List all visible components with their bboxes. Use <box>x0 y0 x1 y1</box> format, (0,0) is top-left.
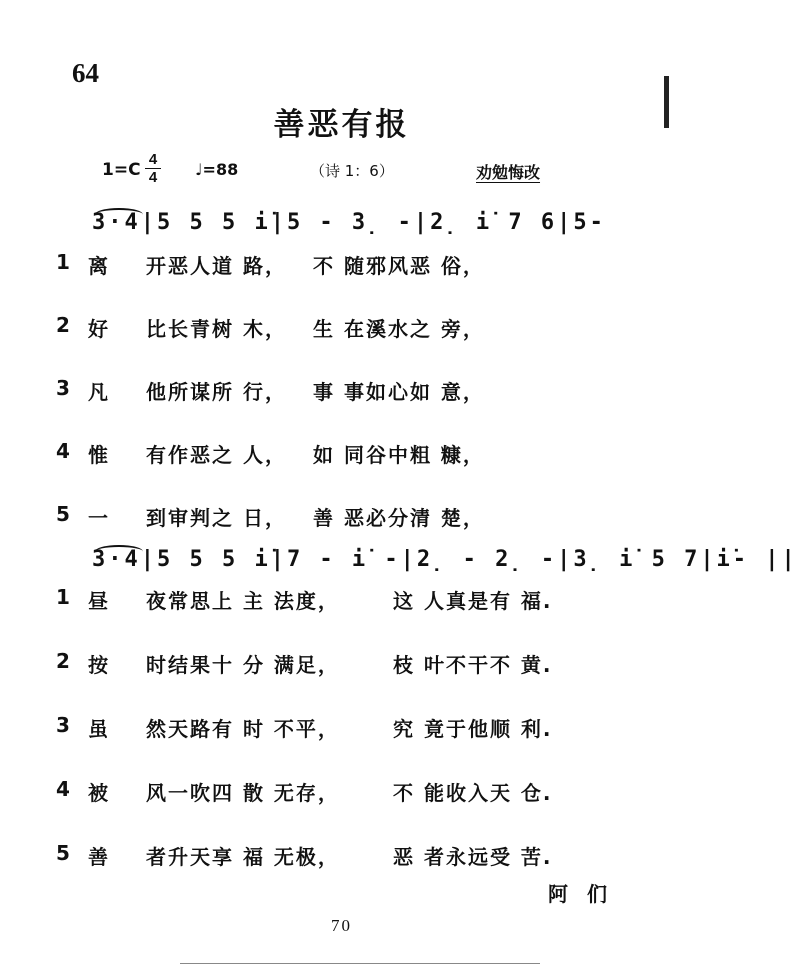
lyric-phrase-a: 开恶人道 路， <box>146 254 287 278</box>
lyric-phrase-a: 然天路有 时 不平， <box>146 717 340 741</box>
verse-number: 3 <box>56 713 72 737</box>
lyric-phrase-a: 时结果十 分 满足， <box>146 653 340 677</box>
page-number: 70 <box>331 916 352 935</box>
lyric-phrase-b: 如 同谷中粗 糠， <box>313 443 485 467</box>
lyric-first-char: 凡 <box>88 380 110 404</box>
lyric-phrase-a: 有作恶之 人， <box>146 443 287 467</box>
lyric-phrase-b: 不 能收入天 仓. <box>393 781 553 805</box>
hymn-title: 善恶有报 <box>273 107 410 143</box>
lyric-first-char: 昼 <box>88 589 110 613</box>
lyric-phrase-b: 恶 者永远受 苦. <box>393 845 553 869</box>
scripture-reference: （诗 1：6） <box>310 162 394 180</box>
notation-line-1: 3·4|5 5 5 i̇|5 - 3̣ -|2̣ i̇ 7 6|5- <box>92 210 606 235</box>
lyric-phrase-b: 生 在溪水之 旁， <box>313 317 485 341</box>
lyric-phrase-b: 事 事如心如 意， <box>313 380 485 404</box>
time-numerator: 4 <box>148 151 158 168</box>
lyric-phrase-a: 夜常思上 主 法度， <box>146 589 340 613</box>
lyric-first-char: 按 <box>88 653 110 677</box>
lyric-phrase-b: 枝 叶不干不 黄. <box>393 653 553 677</box>
lyric-phrase-b: 善 恶必分清 楚， <box>313 506 485 530</box>
lyric-phrase-b: 这 人真是有 福. <box>393 589 553 613</box>
verse-number: 1 <box>56 585 72 609</box>
lyric-first-char: 善 <box>88 845 110 869</box>
lyric-first-char: 好 <box>88 317 110 341</box>
lyric-phrase-b: 究 竟于他顺 利. <box>393 717 553 741</box>
hymn-category: 劝勉悔改 <box>476 163 541 182</box>
verse-number: 4 <box>56 439 72 463</box>
lyric-phrase-a: 到审判之 日， <box>146 506 287 530</box>
tempo-marking: ♩=88 <box>195 160 239 179</box>
lyric-first-char: 惟 <box>88 443 110 467</box>
verse-number: 3 <box>56 376 72 400</box>
lyric-phrase-a: 者升天享 福 无极， <box>146 845 340 869</box>
key-signature: 1=C <box>102 160 141 180</box>
amen-text: 阿 们 <box>548 882 613 906</box>
time-denominator: 4 <box>148 169 158 186</box>
verse-number: 2 <box>56 313 72 337</box>
lyric-first-char: 一 <box>88 506 110 530</box>
lyric-first-char: 离 <box>88 254 110 278</box>
verse-number: 4 <box>56 777 72 801</box>
lyric-phrase-a: 他所谋所 行， <box>146 380 287 404</box>
lyric-phrase-b: 不 随邪风恶 俗， <box>313 254 485 278</box>
time-signature <box>145 152 161 185</box>
bottom-rule <box>180 963 540 964</box>
notation-line-2: 3·4|5 5 5 i̇|7 - i̇ -|2̣ - 2̣ -|3̣ i̇ 5 7|i̇- || <box>92 547 798 572</box>
verse-number: 5 <box>56 841 72 865</box>
verse-number: 2 <box>56 649 72 673</box>
lyric-first-char: 虽 <box>88 717 110 741</box>
lyric-phrase-a: 风一吹四 散 无存， <box>146 781 340 805</box>
verse-number: 5 <box>56 502 72 526</box>
lyric-first-char: 被 <box>88 781 110 805</box>
lyric-phrase-a: 比长青树 木， <box>146 317 287 341</box>
verse-number: 1 <box>56 250 72 274</box>
hymn-number: 64 <box>72 58 99 88</box>
